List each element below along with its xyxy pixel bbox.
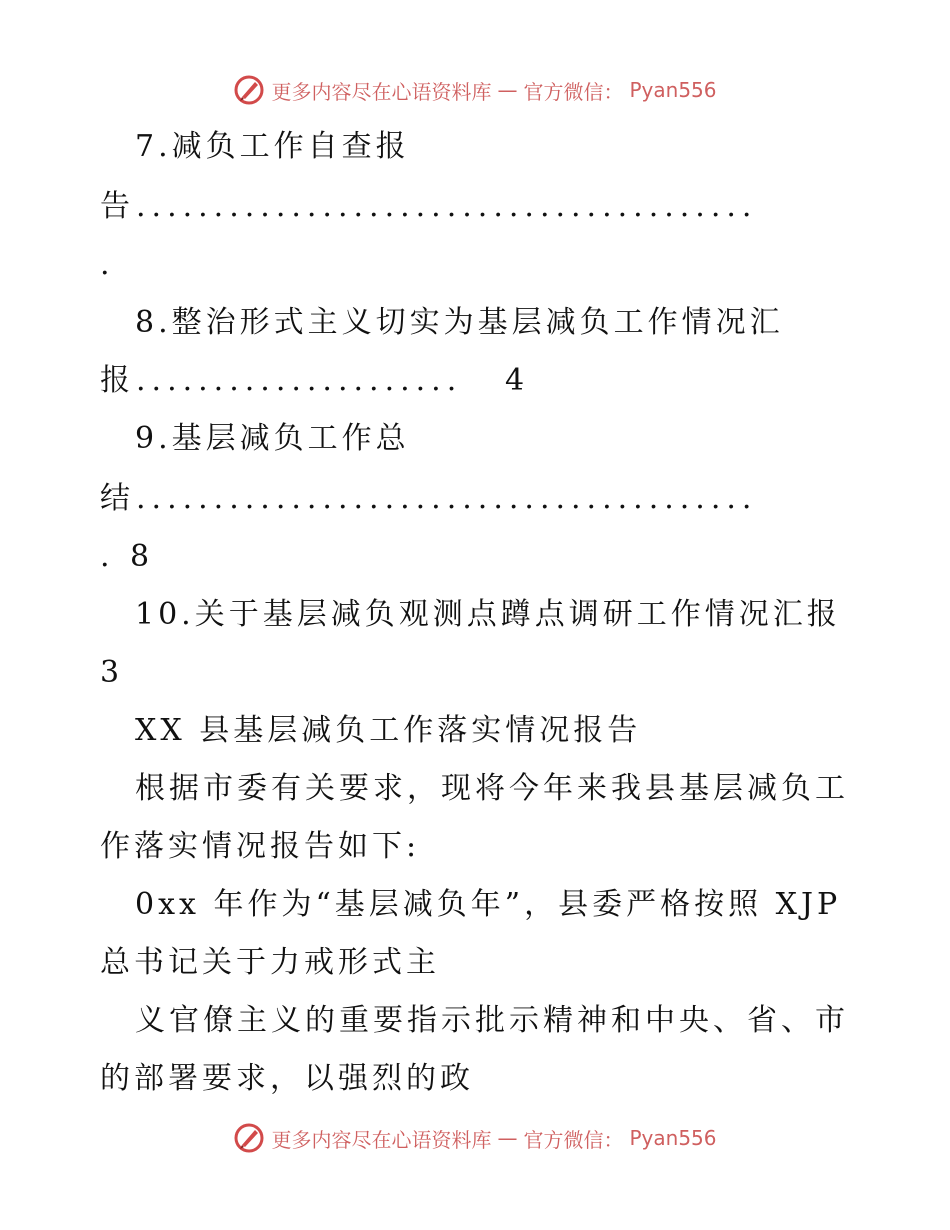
footer-watermark-banner: [0, 1118, 950, 1158]
toc-item-8-page: 4: [505, 363, 529, 398]
toc-item-9-page: 8: [130, 539, 154, 574]
toc-item-10-page: 3: [100, 655, 124, 690]
toc-item-9-title: 9.基层减负工作总: [135, 421, 410, 456]
toc-item-7-title: 7.减负工作自查报: [135, 129, 410, 164]
banner-separator: —: [497, 1126, 518, 1150]
toc-item-8-leader: 报.....................: [100, 363, 463, 398]
pen-logo-icon: [233, 74, 265, 106]
article-line-5: 义官僚主义的重要指示批示精神和中央、省、市: [135, 1003, 849, 1038]
toc-item-7-tail: .: [100, 247, 114, 282]
pen-logo-icon: [233, 1122, 265, 1154]
banner-wechat-label: 官方微信：: [523, 79, 624, 104]
banner-text: 更多内容尽在心语资料库: [271, 1127, 492, 1152]
banner-wechat-id: Pyan556: [629, 1126, 717, 1150]
article-title: XX 县基层减负工作落实情况报告: [135, 713, 642, 748]
toc-item-9-tail: .: [100, 539, 114, 574]
toc-item-9-leader: 结........................................: [100, 481, 758, 516]
banner-separator: —: [497, 78, 518, 102]
article-line-1: 根据市委有关要求，现将今年来我县基层减负工: [135, 771, 849, 806]
banner-wechat-label: 官方微信：: [523, 1127, 624, 1152]
article-line-3: 0xx 年作为“基层减负年”，县委严格按照 XJP: [135, 887, 842, 922]
article-line-6: 的部署要求，以强烈的政: [100, 1061, 474, 1096]
toc-item-7-leader: 告........................................: [100, 189, 758, 224]
banner-text: 更多内容尽在心语资料库: [271, 79, 492, 104]
toc-item-10-title: 10.关于基层减负观测点蹲点调研工作情况汇报: [135, 597, 841, 632]
article-line-2: 作落实情况报告如下:: [100, 829, 421, 864]
toc-item-8-title: 8.整治形式主义切实为基层减负工作情况汇: [135, 305, 784, 340]
banner-wechat-id: Pyan556: [629, 78, 717, 102]
article-line-4: 总书记关于力戒形式主: [100, 945, 440, 980]
header-watermark-banner: [0, 70, 950, 110]
